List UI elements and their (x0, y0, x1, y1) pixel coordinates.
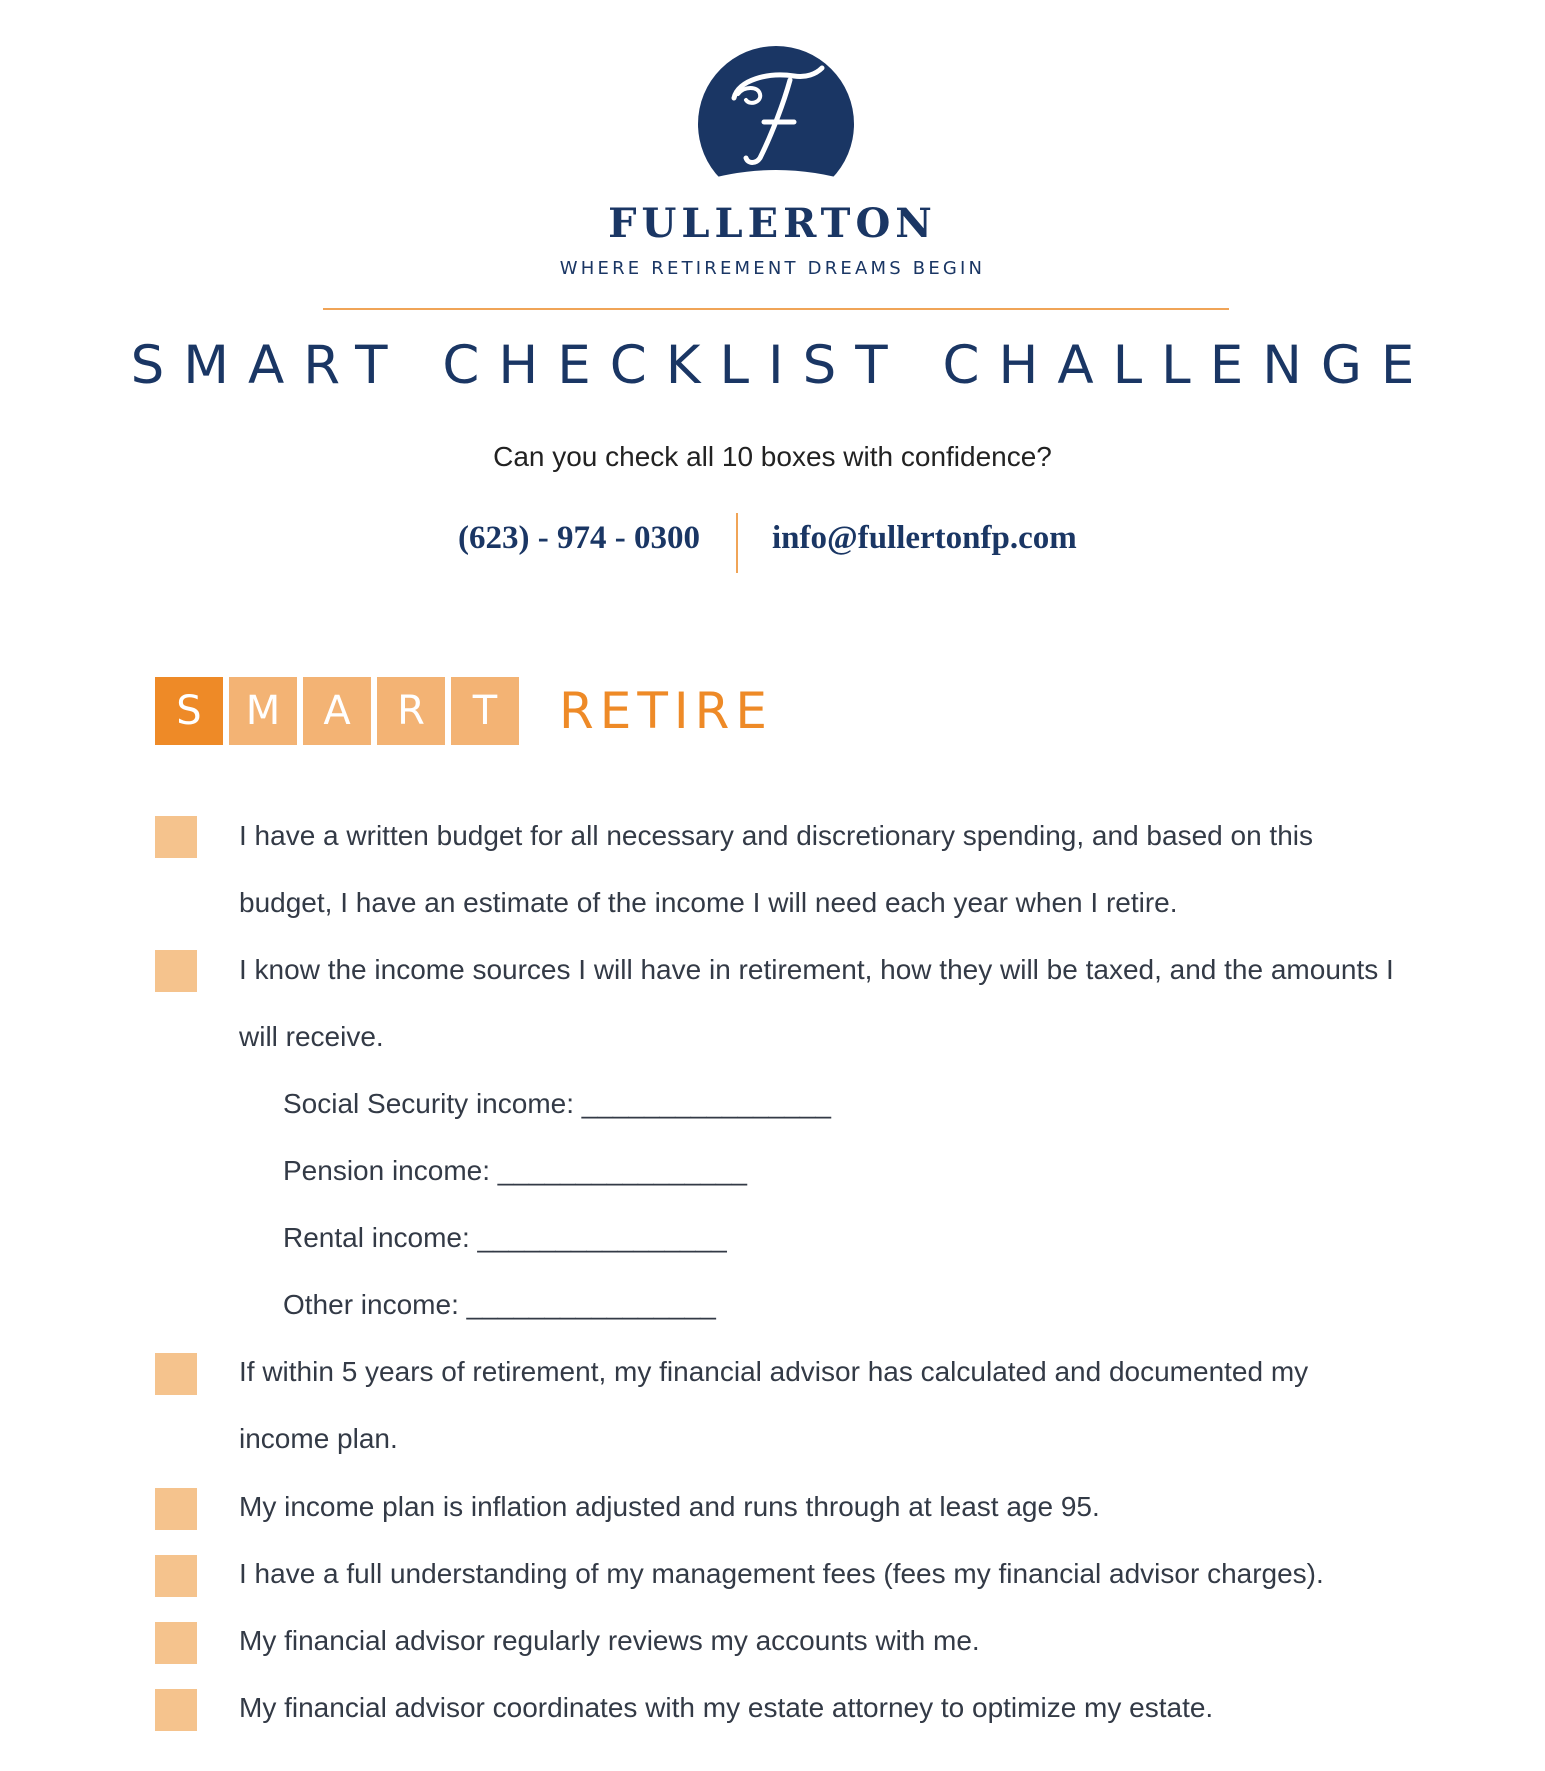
smart-letter-r: R (377, 677, 445, 745)
checklist-item-4-line-1: My income plan is inflation adjusted and runs through at least age 95. (239, 1491, 1100, 1522)
checklist-checkbox-2[interactable] (155, 950, 197, 992)
contact-divider (736, 513, 738, 573)
smart-letter-m: M (229, 677, 297, 745)
contact-email-link[interactable]: info@fullertonfp.com (772, 520, 1077, 556)
checklist-item-2-line-2: will receive. (239, 1021, 384, 1052)
checklist-item-1-line-1: I have a written budget for all necessary and discretionary spending, and based on this (239, 820, 1313, 851)
brand-tagline: WHERE RETIREMENT DREAMS BEGIN (559, 258, 986, 279)
checklist-item-6-line-1: My financial advisor regularly reviews my accounts with me. (239, 1625, 980, 1656)
checklist-checkbox-7[interactable] (155, 1689, 197, 1731)
brand-name: FULLERTON (608, 200, 937, 247)
checklist-item-2-line-1: I know the income sources I will have in retirement, how they will be taxed, and the amounts I (239, 954, 1394, 985)
checklist-checkbox-3[interactable] (155, 1353, 197, 1395)
checklist-item-3-line-2: income plan. (239, 1423, 398, 1454)
checklist-item-3-line-1: If within 5 years of retirement, my financial advisor has calculated and documented my (239, 1356, 1309, 1387)
income-field-pension[interactable]: Pension income: ________________ (283, 1155, 747, 1186)
income-field-rental[interactable]: Rental income: ________________ (283, 1222, 727, 1253)
income-field-social-security[interactable]: Social Security income: ________________ (283, 1088, 831, 1119)
smart-letter-a: A (303, 677, 371, 745)
checklist-checkbox-6[interactable] (155, 1622, 197, 1664)
checklist-checkbox-5[interactable] (155, 1555, 197, 1597)
smart-letter-t: T (451, 677, 519, 745)
smart-retire-word: RETIRE (559, 682, 773, 740)
income-field-other[interactable]: Other income: ________________ (283, 1289, 716, 1320)
header-divider (323, 308, 1229, 310)
page-subtitle: Can you check all 10 boxes with confidence? (493, 441, 1052, 472)
fullerton-logo-icon (698, 46, 854, 182)
checklist-item-5-line-1: I have a full understanding of my management fees (fees my financial advisor charges). (239, 1558, 1324, 1589)
smart-letter-s: S (155, 677, 223, 745)
checklist-checkbox-4[interactable] (155, 1488, 197, 1530)
checklist-item-1-line-2: budget, I have an estimate of the income I will need each year when I retire. (239, 887, 1178, 918)
page-title: SMART CHECKLIST CHALLENGE (130, 335, 1434, 396)
contact-phone-link[interactable]: (623) - 974 - 0300 (458, 520, 700, 556)
smart-retire-heading (155, 677, 1055, 747)
checklist-checkbox-1[interactable] (155, 816, 197, 858)
checklist-item-7-line-1: My financial advisor coordinates with my estate attorney to optimize my estate. (239, 1692, 1214, 1723)
